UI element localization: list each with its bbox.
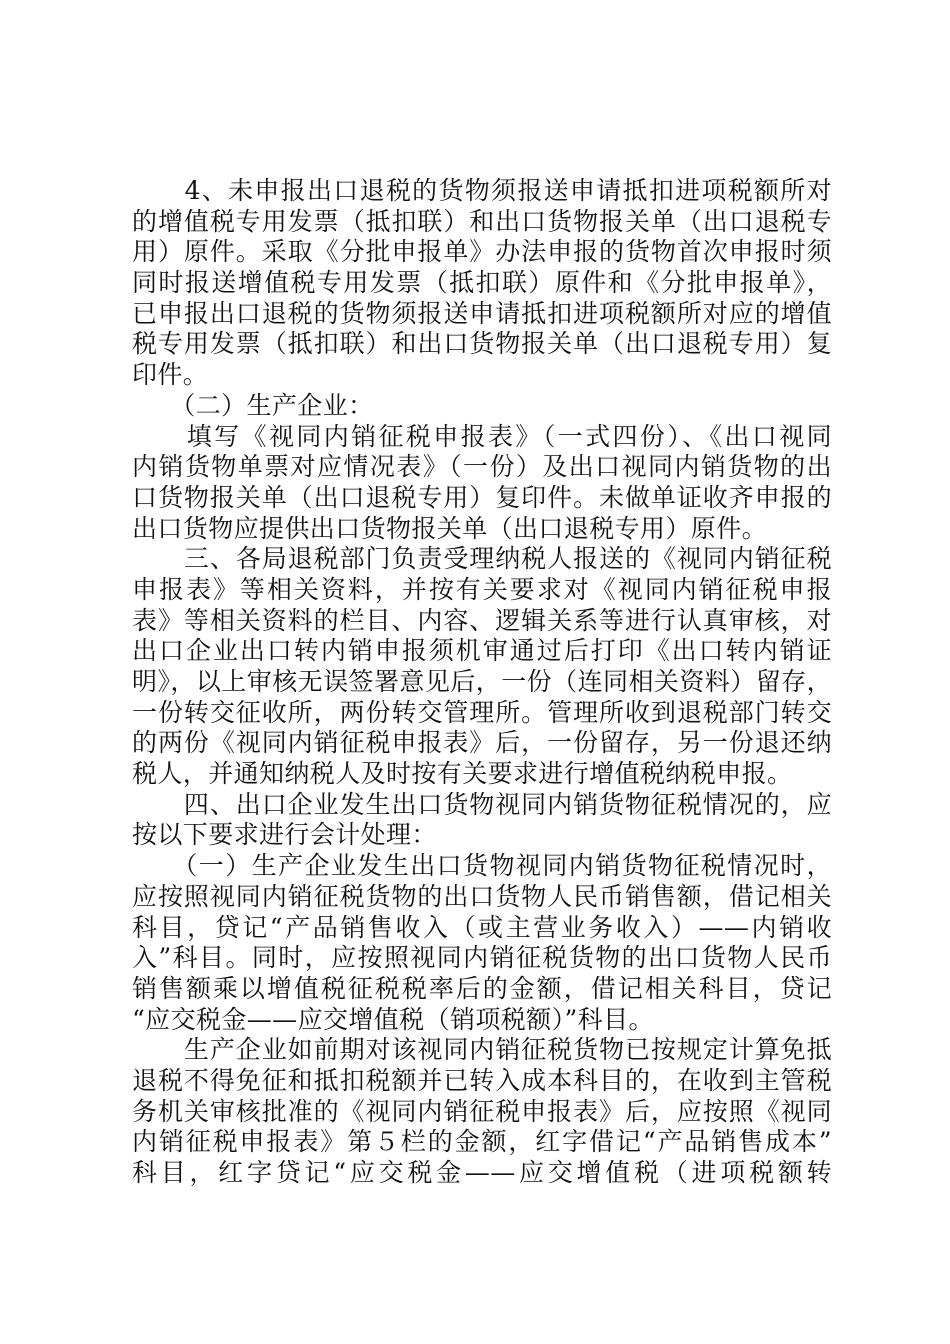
text-line: 一份转交征收所，两份转交管理所。管理所收到退税部门转交 bbox=[132, 697, 832, 727]
text-line: 出口企业出口转内销申报须机审通过后打印《出口转内销证 bbox=[132, 636, 832, 666]
text-line: 按以下要求进行会计处理： bbox=[132, 820, 437, 850]
text-line: 用）原件。采取《分批申报单》办法申报的货物首次申报时须 bbox=[132, 237, 832, 267]
text-line: 内销货物单票对应情况表》（一份）及出口视同内销货物的出 bbox=[132, 452, 832, 482]
text-line: 申报表》等相关资料，并按有关要求对《视同内销征税申报 bbox=[132, 574, 832, 604]
text-line: 销售额乘以增值税征税税率后的金额，借记相关科目，贷记 bbox=[132, 973, 832, 1003]
text-line: 税人，并通知纳税人及时按有关要求进行增值税纳税申报。 bbox=[132, 759, 793, 789]
text-line: 填写《视同内销征税申报表》（一式四份）、《出口视同 bbox=[132, 421, 832, 451]
text-line: （一）生产企业发生出口货物视同内销货物征税情况时， bbox=[132, 851, 832, 881]
text-line: 四、出口企业发生出口货物视同内销货物征税情况的，应 bbox=[132, 789, 832, 819]
text-line: 退税不得免征和抵扣税额并已转入成本科目的，在收到主管税 bbox=[132, 1065, 832, 1095]
text-line: 表》等相关资料的栏目、内容、逻辑关系等进行认真审核，对 bbox=[132, 605, 832, 635]
section-heading: （二）生产企业： bbox=[132, 390, 374, 420]
text-line: 口货物报关单（出口退税专用）复印件。未做单证收齐申报的 bbox=[132, 482, 832, 512]
text-line: 三、各局退税部门负责受理纳税人报送的《视同内销征税 bbox=[132, 544, 832, 574]
text-line: 4、未申报出口退税的货物须报送申请抵扣进项税额所对 bbox=[184, 176, 832, 205]
text-line: 务机关审核批准的《视同内销征税申报表》后，应按照《视同 bbox=[132, 1096, 832, 1126]
text-line: 出口货物应提供出口货物报关单（出口退税专用）原件。 bbox=[132, 513, 768, 543]
text-line: 生产企业如前期对该视同内销征税货物已按规定计算免抵 bbox=[132, 1035, 832, 1065]
text-line: 印件。 bbox=[132, 360, 209, 390]
text-line: 税专用发票（抵扣联）和出口货物报关单（出口退税专用）复 bbox=[132, 329, 832, 359]
text-line: 内销征税申报表》第５栏的金额，红字借记“产品销售成本” bbox=[132, 1127, 832, 1157]
text-line: 已申报出口退税的货物须报送申请抵扣进项税额所对应的增值 bbox=[132, 298, 832, 328]
document-body bbox=[132, 176, 832, 1189]
text-line: 明》，以上审核无误签署意见后，一份（连同相关资料）留存， bbox=[132, 667, 832, 696]
text-line: 入”科目。同时，应按照视同内销征税货物的出口货物人民币 bbox=[132, 943, 832, 973]
text-line: 同时报送增值税专用发票（抵扣联）原件和《分批申报单》， bbox=[132, 268, 832, 298]
text-line: “应交税金——应交增值税（销项税额）”科目。 bbox=[132, 1004, 654, 1034]
text-line: 的增值税专用发票（抵扣联）和出口货物报关单（出口退税专 bbox=[132, 206, 832, 236]
text-line: 应按照视同内销征税货物的出口货物人民币销售额，借记相关 bbox=[132, 881, 832, 911]
text-line: 的两份《视同内销征税申报表》后，一份留存，另一份退还纳 bbox=[132, 728, 832, 758]
text-line: 科目，贷记“产品销售收入（或主营业务收入）——内销收 bbox=[132, 912, 832, 942]
text-line: 科目，红字贷记“应交税金——应交增值税（进项税额转 bbox=[132, 1158, 832, 1187]
